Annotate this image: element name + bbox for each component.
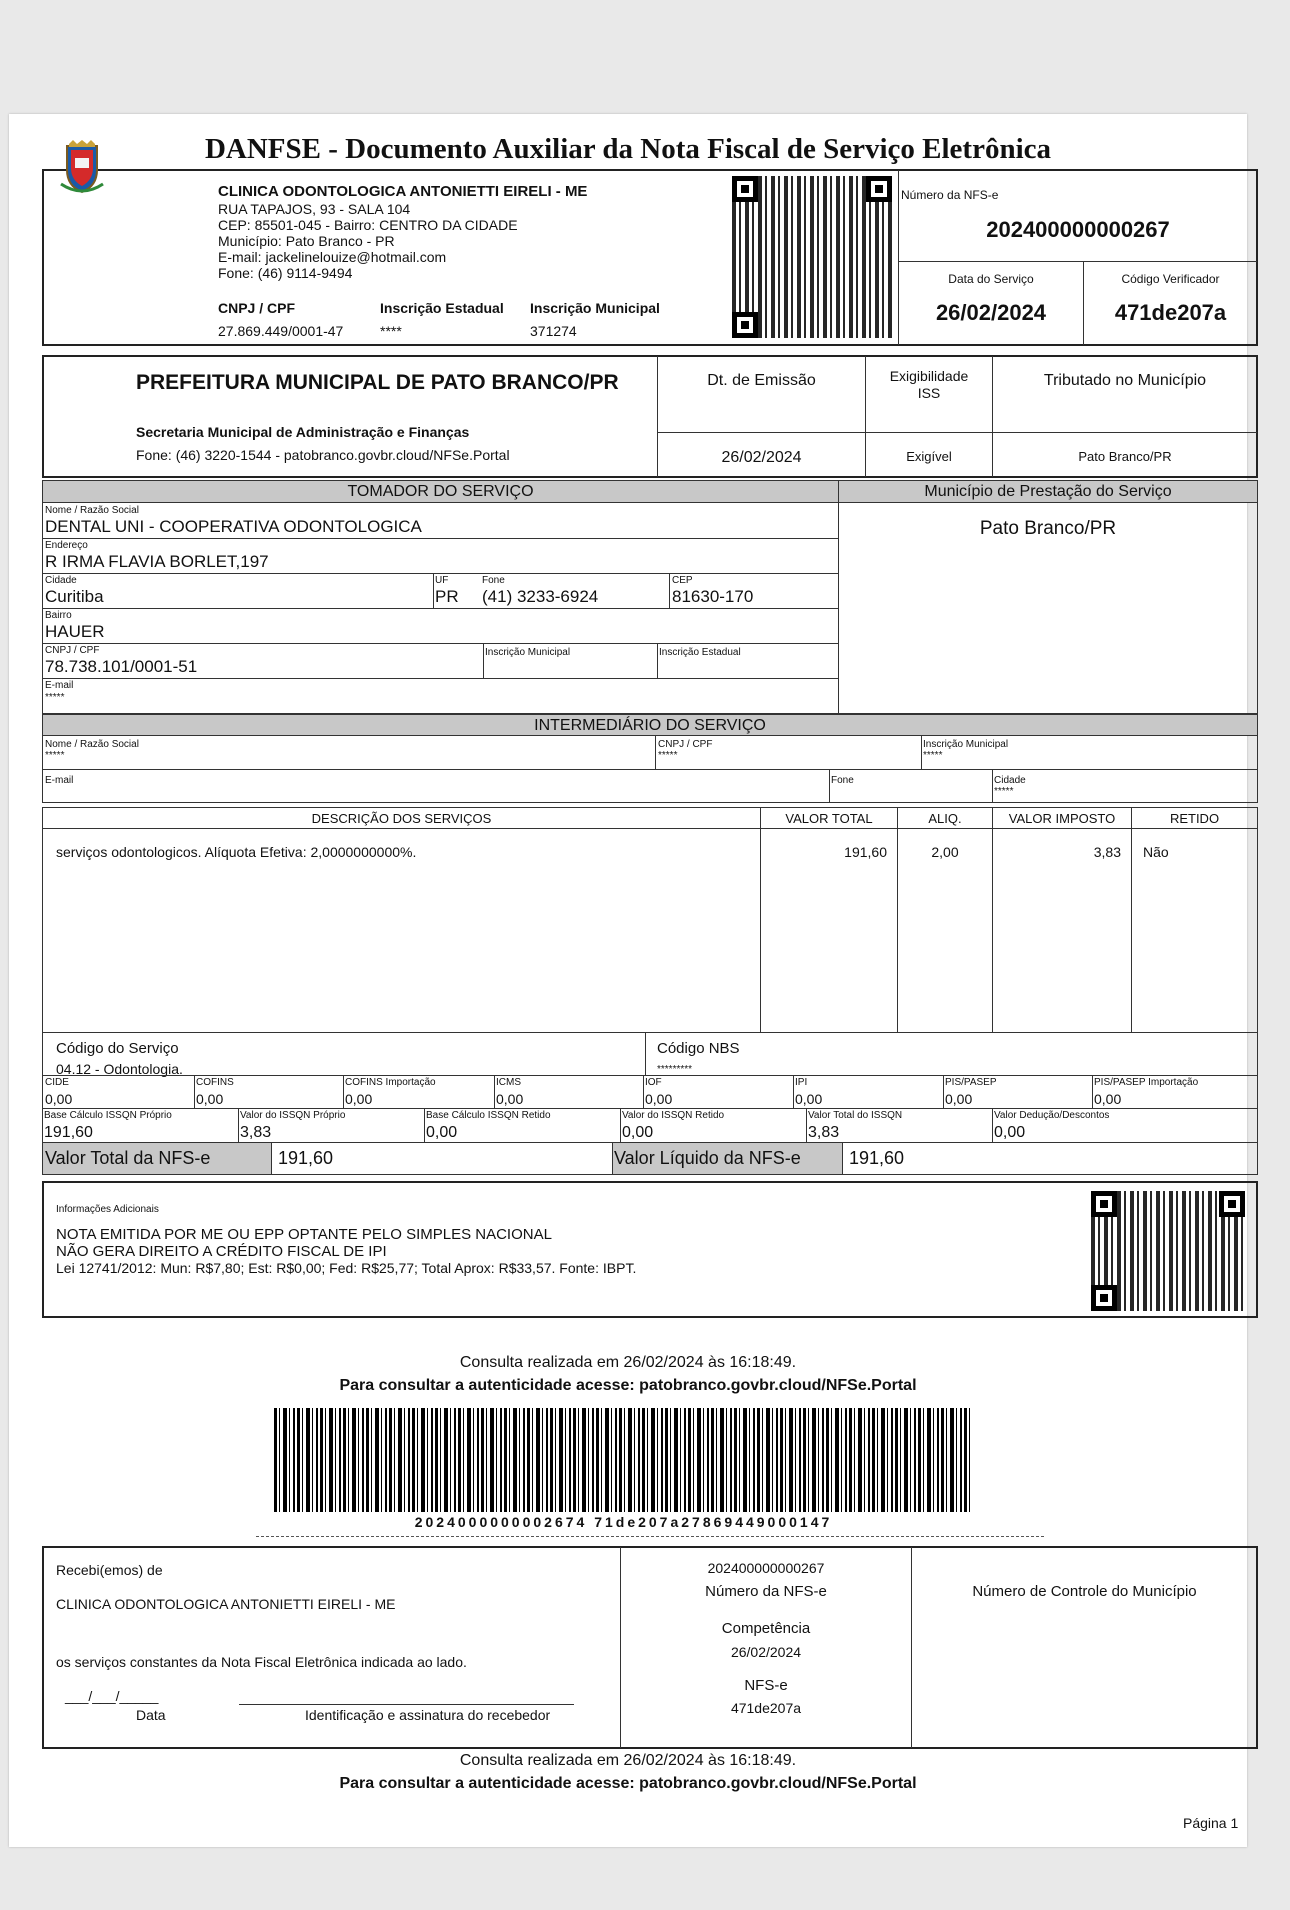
intermediario-nome-label: Nome / Razão Social	[45, 739, 139, 750]
emitter-ie-label: Inscrição Estadual	[380, 300, 504, 316]
issqn-value: 191,60	[44, 1124, 93, 1141]
intermediario-cidade-label: Cidade	[994, 775, 1026, 786]
tomador-fone-label: Fone	[482, 575, 505, 586]
tomador-cnpj-label: CNPJ / CPF	[45, 645, 100, 656]
tributo-value: 0,00	[345, 1091, 373, 1107]
tributo-label: IPI	[795, 1077, 808, 1088]
emitter-fone: Fone: (46) 9114-9494	[218, 265, 353, 281]
tomador-cidade-label: Cidade	[45, 575, 77, 586]
emitter-municipio: Município: Pato Branco - PR	[218, 233, 395, 249]
col-descricao: DESCRIÇÃO DOS SERVIÇOS	[311, 811, 492, 826]
canhoto-servicos: os serviços constantes da Nota Fiscal Eletrônica indicada ao lado.	[56, 1654, 467, 1670]
tributo-label: PIS/PASEP Importação	[1094, 1077, 1199, 1088]
servico-valor-imposto: 3,83	[1093, 844, 1121, 860]
codigo-nbs-label: Código NBS	[657, 1040, 740, 1057]
issqn-label: Valor do ISSQN Retido	[622, 1110, 725, 1121]
tomador-endereco-label: Endereço	[45, 540, 88, 551]
tomador-endereco: R IRMA FLAVIA BORLET,197	[45, 552, 269, 571]
emissao-label: Dt. de Emissão	[707, 372, 816, 389]
codigo-servico-value: 04.12 - Odontologia.	[56, 1061, 183, 1077]
col-valor-total: VALOR TOTAL	[785, 811, 873, 826]
exigibilidade-value: Exigível	[906, 449, 952, 464]
servico-descricao: serviços odontologicos. Alíquota Efetiva: 2,0000000000%.	[56, 844, 417, 860]
codigo-servico-box	[42, 1032, 1258, 1076]
prefeitura-fone: Fone: (46) 3220-1544 - patobranco.govbr.cloud/NFSe.Portal	[136, 447, 510, 463]
col-aliq: ALIQ.	[928, 811, 962, 826]
col-retido: RETIDO	[1169, 811, 1220, 826]
barcode	[274, 1408, 973, 1512]
valor-liquido-label: Valor Líquido da NFS-e	[614, 1148, 801, 1168]
consulta-autenticidade: Para consultar a autenticidade acesse: patobranco.govbr.cloud/NFSe.Portal	[339, 1377, 917, 1394]
info-line3: Lei 12741/2012: Mun: R$7,80; Est: R$0,00; Fed: R$25,77; Total Aprox: R$33,57. Fonte: IBPT.	[56, 1260, 637, 1276]
tomador-cnpj: 78.738.101/0001-51	[45, 657, 198, 676]
emissao-value: 26/02/2024	[721, 449, 802, 466]
intermediario-nome: *****	[45, 750, 65, 761]
tributado-value: Pato Branco/PR	[1078, 449, 1172, 464]
consulta-realizada-footer: Consulta realizada em 26/02/2024 às 16:18:49.	[459, 1752, 797, 1769]
canhoto-numero-label: Número da NFS-e	[705, 1583, 827, 1600]
issqn-label: Valor Dedução/Descontos	[994, 1110, 1110, 1121]
tomador-cidade: Curitiba	[45, 587, 104, 606]
tributo-label: CIDE	[45, 1077, 69, 1088]
page-number: Página 1	[1183, 1815, 1239, 1831]
nfse-numero: 202400000000267	[986, 217, 1170, 242]
emitter-ie: ****	[380, 323, 402, 339]
consulta-autenticidade-footer: Para consultar a autenticidade acesse: patobranco.govbr.cloud/NFSe.Portal	[339, 1775, 917, 1792]
valor-total-value: 191,60	[278, 1148, 334, 1168]
canhoto-data-blank: ___/___/_____	[65, 1688, 159, 1704]
servicos-box	[42, 807, 1258, 1033]
issqn-value: 0,00	[994, 1124, 1026, 1141]
prefeitura-secretaria: Secretaria Municipal de Administração e Finanças	[136, 424, 470, 440]
municipal-crest-icon	[59, 140, 105, 196]
intermediario-cnpj: *****	[658, 750, 678, 761]
tomador-fone: (41) 3233-6924	[482, 587, 599, 606]
issqn-label: Base Cálculo ISSQN Retido	[426, 1110, 551, 1121]
nfse-data-label: Data do Serviço	[948, 272, 1034, 286]
canhoto-emitente: CLINICA ODONTOLOGICA ANTONIETTI EIRELI - ME	[56, 1596, 396, 1612]
consulta-realizada: Consulta realizada em 26/02/2024 às 16:18:49.	[459, 1354, 797, 1371]
emitter-info	[218, 183, 738, 281]
issqn-label: Valor Total do ISSQN	[808, 1110, 903, 1121]
tributo-value: 0,00	[496, 1091, 524, 1107]
valor-liquido-value: 191,60	[849, 1148, 905, 1168]
codigo-nbs-value: *********	[657, 1064, 693, 1075]
issqn-value: 3,83	[240, 1124, 272, 1141]
tributo-label: ICMS	[496, 1077, 521, 1088]
tomador-uf: PR	[435, 587, 459, 606]
col-valor-imposto: VALOR IMPOSTO	[1008, 811, 1116, 826]
nfse-codigo-label: Código Verificador	[1121, 272, 1220, 286]
emitter-email: E-mail: jackelinelouize@hotmail.com	[218, 249, 447, 265]
tributo-label: COFINS Importação	[345, 1077, 436, 1088]
tributo-value: 0,00	[196, 1091, 224, 1107]
tributado-label: Tributado no Município	[1043, 372, 1207, 389]
tributo-value: 0,00	[645, 1091, 673, 1107]
nfse-codigo: 471de207a	[1114, 300, 1227, 325]
nfse-numero-label: Número da NFS-e	[901, 188, 999, 202]
tomador-cep: 81630-170	[672, 587, 754, 606]
valor-total-label: Valor Total da NFS-e	[45, 1148, 211, 1168]
tomador-bairro: HAUER	[45, 622, 105, 641]
canhoto-data-label: Data	[136, 1707, 166, 1723]
intermediario-cidade: *****	[994, 786, 1014, 797]
info-line1: NOTA EMITIDA POR ME OU EPP OPTANTE PELO SIMPLES NACIONAL	[56, 1226, 552, 1243]
emitter-cnpj-label: CNPJ / CPF	[218, 300, 296, 316]
canhoto-competencia: 26/02/2024	[730, 1644, 802, 1660]
issqn-value: 0,00	[622, 1124, 654, 1141]
tomador-im-label: Inscrição Municipal	[485, 647, 571, 658]
canhoto-controle-label: Número de Controle do Município	[972, 1583, 1197, 1600]
barcode-text: 2024000000002674 71de207a27869449000147	[414, 1514, 833, 1530]
servico-valor-total: 191,60	[844, 844, 887, 860]
tomador-bairro-label: Bairro	[45, 610, 72, 621]
municipio-value: Pato Branco/PR	[979, 518, 1117, 539]
tributo-label: COFINS	[196, 1077, 234, 1088]
servico-retido: Não	[1143, 844, 1169, 860]
emitter-im-label: Inscrição Municipal	[530, 300, 660, 316]
intermediario-email-label: E-mail	[45, 775, 74, 786]
qr-code	[732, 176, 892, 338]
cut-line	[256, 1536, 1044, 1537]
tributo-value: 0,00	[45, 1091, 73, 1107]
emitter-cep: CEP: 85501-045 - Bairro: CENTRO DA CIDADE	[218, 217, 518, 233]
tributo-value: 0,00	[795, 1091, 823, 1107]
tomador-nome: DENTAL UNI - COOPERATIVA ODONTOLOGICA	[45, 517, 422, 536]
issqn-label: Base Cálculo ISSQN Próprio	[44, 1110, 172, 1121]
info-label: Informações Adicionais	[56, 1204, 159, 1215]
issqn-value: 3,83	[808, 1124, 840, 1141]
emitter-im: 371274	[530, 323, 577, 339]
tomador-ie-label: Inscrição Estadual	[659, 647, 741, 658]
intermediario-header: INTERMEDIÁRIO DO SERVIÇO	[42, 714, 1258, 736]
canhoto-competencia-label: Competência	[721, 1620, 811, 1637]
canhoto-numero: 202400000000267	[707, 1560, 825, 1576]
tributo-label: PIS/PASEP	[945, 1077, 997, 1088]
tomador-uf-label: UF	[435, 575, 449, 586]
canhoto-codigo: 471de207a	[730, 1700, 802, 1716]
qr-code	[1091, 1191, 1245, 1311]
tributo-label: IOF	[645, 1077, 662, 1088]
tomador-cep-label: CEP	[672, 575, 693, 586]
intermediario-im: *****	[923, 750, 943, 761]
canhoto-nfse-label: NFS-e	[744, 1677, 788, 1694]
tributo-value: 0,00	[945, 1091, 973, 1107]
nfse-data: 26/02/2024	[935, 300, 1047, 325]
intermediario-fone-label: Fone	[831, 775, 854, 786]
issqn-label: Valor do ISSQN Próprio	[240, 1110, 346, 1121]
codigo-servico-label: Código do Serviço	[56, 1040, 179, 1057]
document-title: DANFSE - Documento Auxiliar da Nota Fiscal de Serviço Eletrônica	[204, 133, 1052, 165]
municipio-header: Município de Prestação do Serviço	[838, 480, 1258, 503]
exigibilidade-label: Exigibilidade ISS	[889, 368, 969, 401]
info-line2: NÃO GERA DIREITO A CRÉDITO FISCAL DE IPI	[56, 1243, 387, 1260]
servico-aliq: 2,00	[931, 844, 959, 860]
intermediario-im-label: Inscrição Municipal	[923, 739, 1009, 750]
canhoto-assinatura-label: Identificação e assinatura do recebedor	[305, 1707, 551, 1723]
emitter-address: RUA TAPAJOS, 93 - SALA 104	[218, 201, 411, 217]
prefeitura-name: PREFEITURA MUNICIPAL DE PATO BRANCO/PR	[136, 371, 619, 394]
tomador-email: *****	[45, 692, 65, 703]
tomador-email-label: E-mail	[45, 680, 74, 691]
tributo-value: 0,00	[1094, 1091, 1122, 1107]
intermediario-cnpj-label: CNPJ / CPF	[658, 739, 713, 750]
canhoto-recebi: Recebi(emos) de	[56, 1562, 163, 1578]
emitter-name: CLINICA ODONTOLOGICA ANTONIETTI EIRELI - ME	[218, 183, 588, 200]
tomador-header: TOMADOR DO SERVIÇO	[42, 480, 839, 503]
emitter-cnpj: 27.869.449/0001-47	[218, 323, 344, 339]
document-page	[9, 114, 1247, 1847]
issqn-value: 0,00	[426, 1124, 458, 1141]
tomador-nome-label: Nome / Razão Social	[45, 505, 139, 516]
signature-line	[239, 1704, 574, 1705]
